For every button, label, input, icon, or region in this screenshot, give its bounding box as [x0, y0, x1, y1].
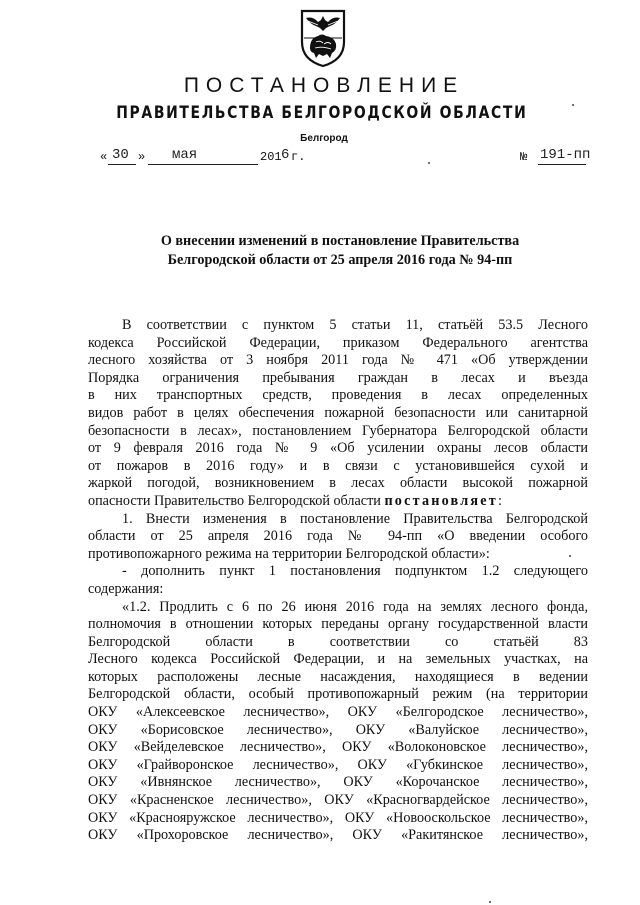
body-line: Белгородской области, особый противопожарный режим (на территории [88, 686, 588, 703]
body-line: области от 25 апреля 2016 года № 94-пп «О введении особого [88, 528, 588, 545]
heading-line: О внесении изменений в постановление Правительства [160, 233, 520, 249]
body-line: лесного хозяйства от 3 ноября 2011 года № 471 «Об утверждении [88, 352, 588, 369]
body-line: В соответствии с пунктом 5 статьи 11, статьёй 53.5 Лесного [122, 317, 588, 333]
body-line: от 9 февраля 2016 года № 9 «Об усилении охраны лесов области [88, 440, 588, 457]
body-line: полномочия в отношении которых переданы органу государственной власти [88, 616, 588, 633]
body-line: ОКУ «Краснояружское лесничество», ОКУ «Новооскольское лесничество», [88, 809, 588, 826]
body-line-text: : [497, 492, 502, 509]
scan-speck [489, 901, 491, 903]
document-number: 191-пп [540, 147, 591, 163]
body-line: безопасности в лесах», постановлением Губернатора Белгородской области [88, 422, 588, 439]
body-line: ОКУ «Алексеевское лесничество», ОКУ «Белгородское лесничество», [88, 704, 588, 721]
date-year-prefix: 201 [260, 150, 282, 164]
document-heading [80, 232, 600, 270]
body-line: 1. Внести изменения в постановление Правительства Белгородской [122, 510, 588, 527]
date-open-quote: « [100, 150, 108, 164]
body-line: - дополнить пункт 1 постановления подпунктом 1.2 следующего [122, 563, 588, 580]
date-year-digit: 6 [281, 147, 290, 163]
body-line: ОКУ «Красненское лесничество», ОКУ «Красногвардейское лесничество», [88, 792, 588, 809]
scan-speck [572, 104, 574, 106]
body-line: ОКУ «Прохоровское лесничество», ОКУ «Ракитянское лесничество», [88, 827, 588, 844]
body-line: видов работ в целях обеспечения пожарной безопасности или санитарной [88, 404, 588, 421]
body-line: содержания: [88, 580, 164, 597]
body-line: ОКУ «Грайворонское лесничество», ОКУ «Губкинское лесничество», [88, 756, 588, 773]
coat-of-arms-icon [296, 8, 350, 68]
body-line: противопожарного режима на территории Белгородской области»: [88, 545, 490, 562]
date-number-row [88, 147, 591, 166]
body-line: от пожаров в 2016 году» и в связи с установившейся сухой и [88, 457, 588, 474]
body-line-text: опасности Правительство Белгородской области [88, 492, 381, 509]
date-day: 30 [112, 147, 129, 163]
issuer-title: ПРАВИТЕЛЬСТВА БЕЛГОРОДСКОЙ ОБЛАСТИ [116, 103, 528, 123]
scan-speck [428, 162, 430, 164]
document-body [88, 317, 588, 845]
body-line: жаркой погодой, возникновением в лесах области высокой пожарной [88, 475, 588, 492]
city-label: Белгород [300, 133, 348, 144]
body-line: кодекса Российской Федерации, приказом Федерального агентства [88, 334, 588, 351]
body-line: «1.2. Продлить с 6 по 26 июня 2016 года на землях лесного фонда, [122, 598, 588, 615]
body-line: в них транспортных средств, проведения в лесах определенных [88, 387, 588, 404]
body-line: Порядка ограничения пребывания граждан в лесах и въезда [88, 369, 588, 386]
body-line: Белгородской области в соответствии со статьёй 83 [88, 633, 588, 650]
number-label: № [520, 150, 528, 164]
body-line [88, 493, 588, 511]
date-month: мая [172, 147, 198, 163]
body-line: ОКУ «Вейделевское лесничество», ОКУ «Волоконовское лесничество», [88, 739, 588, 756]
body-line: ОКУ «Ивнянское лесничество», ОКУ «Корочанское лесничество», [88, 774, 588, 791]
body-line: которых расположены лесные насаждения, находящиеся в ведении [88, 668, 588, 685]
heading-line: Белгородской области от 25 апреля 2016 года № 94-пп [167, 252, 513, 268]
body-line: ОКУ «Борисовское лесничество», ОКУ «Валуйское лесничество», [88, 721, 588, 738]
date-close-quote: » [138, 150, 146, 164]
scan-speck [569, 555, 571, 557]
resolution-verb: постановляет [384, 492, 498, 509]
document-type-title: ПОСТАНОВЛЕНИЕ [183, 74, 465, 97]
body-line: Лесного кодекса Российской Федерации, и на земельных участках, на [88, 651, 588, 668]
date-year-suffix: г. [291, 150, 306, 164]
